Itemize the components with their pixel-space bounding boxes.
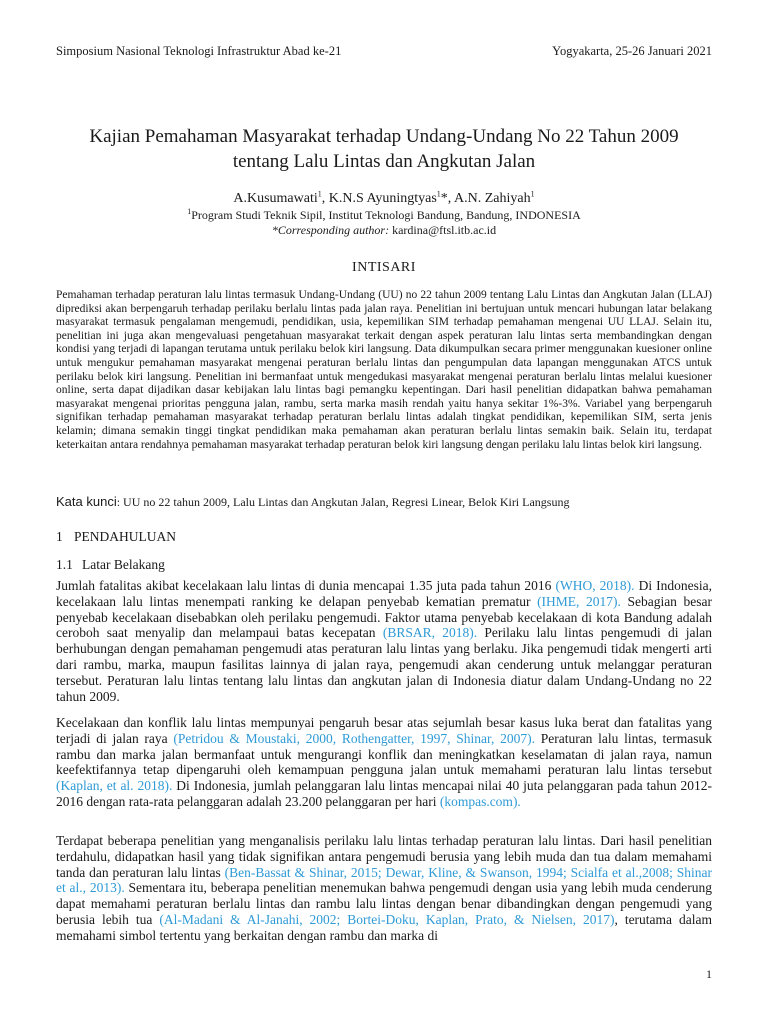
author-1-affiliation-mark: 1	[317, 189, 322, 199]
author-2: , K.N.S Ayuningtyas	[321, 191, 437, 206]
section-title: PENDAHULUAN	[74, 529, 176, 544]
author-3: , A.N. Zahiyah	[447, 191, 531, 206]
affiliation-mark: 1	[187, 207, 192, 216]
body-paragraph-2	[56, 715, 712, 810]
running-header-right: Yogyakarta, 25-26 Januari 2021	[552, 44, 712, 58]
body-paragraph-3	[56, 833, 712, 944]
citation-link[interactable]: (Kaplan, et al. 2018).	[56, 778, 173, 794]
affiliation	[40, 208, 728, 223]
citation-link[interactable]: (Petridou & Moustaki, 2000, Rothengatter, 1997, Shinar, 2007).	[173, 730, 535, 746]
corresponding-author-label: *Corresponding author:	[271, 223, 390, 237]
citation-link[interactable]: (kompas.com).	[439, 793, 521, 809]
author-1: A.Kusumawati	[233, 191, 318, 206]
paragraph-text: Perilaku lalu lintas pengemudi di jalan berhubungan dengan pemahaman pengemudi atas peraturan lalu lintas yang berlaku. Jika pengemudi tidak mengerti arti dari rambu, marka, maupun fasilitas lainnya di jalan raya, pengemudi akan cenderung untuk melanggar peraturan tersebut. Peraturan lalu lintas tentang lalu lintas dan angkutan jalan di Indonesia diatur dalam Undang-Undang no 22 tahun 2009.	[56, 625, 713, 704]
citation-link[interactable]: (WHO, 2018).	[555, 578, 635, 593]
citation-link[interactable]: (BRSAR, 2018).	[382, 625, 478, 641]
paragraph-text: Sementara itu, beberapa penelitian menemukan bahwa pengemudi dengan usia yang lebih muda cenderung dapat memahami peraturan berlalu lintas dan rambu lalu lintas dengan benar dibandingkan dengan pengemudi yang berusia lebih tua	[56, 880, 712, 927]
subsection-number: 1.1	[56, 557, 73, 572]
author-3-affiliation-mark: 1	[530, 189, 535, 199]
paragraph-text: , terutama dalam memahami simbol tertentu yang berkaitan dengan rambu dan marka di	[56, 911, 712, 943]
paragraph-text: Kecelakaan dan konflik lalu lintas mempunyai pengaruh besar atas sejumlah besar kasus luka berat dan fatalitas yang terjadi di jalan raya	[56, 715, 712, 746]
keywords-label: Kata kunci	[56, 494, 117, 509]
section-heading	[56, 529, 176, 545]
page-number: 1	[706, 967, 712, 981]
citation-link[interactable]: (IHME, 2017).	[537, 593, 621, 609]
paper-title-line-1: Kajian Pemahaman Masyarakat terhadap Undang-Undang No 22 Tahun 2009	[89, 126, 679, 147]
paragraph-text: Terdapat beberapa penelitian yang menganalisis perilaku lalu lintas terhadap peraturan lalu lintas. Dari hasil penelitian terdahulu, didapatkan hasil yang tidak signifikan antara pengemudi berusia yang lebih muda dan tua dalam memahami tanda dan peraturan lalu lintas	[56, 833, 712, 880]
corresponding-mark: *	[440, 191, 448, 206]
subsection-title: Latar Belakang	[82, 557, 165, 572]
subsection-heading	[56, 557, 165, 573]
corresponding-author	[40, 223, 728, 238]
paragraph-text: Peraturan lalu lintas, termasuk rambu dan marka jalan bermanfaat untuk mengurangi konflik dan meningkatkan keselamatan di jalan raya, namun keefektifannya tetap dipengaruhi oleh kemampuan pengguna jalan untuk memahami peraturan lalu lintas tersebut	[56, 730, 712, 778]
abstract-heading: INTISARI	[352, 260, 416, 275]
abstract-text: Pemahaman terhadap peraturan lalu lintas termasuk Undang-Undang (UU) no 22 tahun 2009 tentang Lalu Lintas dan Angkutan Jalan (LLAJ) diprediksi akan berpengaruh terhadap perilaku berlalu lintas pada jalan raya. Penelitian ini bertujuan untuk mencari hubungan latar belakang masyarakat termasuk pengalaman mengemudi, pendidikan, usia, kepemilikan SIM terhadap pemahaman mengenai UU LLAJ. Selain itu, penelitian ini juga akan mengevaluasi pengetahuan masyarakat terkait dengan aspek peraturan lalu lintas serta membandingkan dengan kondisi yang terjadi di lapangan terutama untuk perilaku belok kiri langsung. Data dikumpulkan secara primer menggunakan kuesioner online untuk mengukur pemahaman masyarakat mengenai peraturan berlalu lintas dan pengumpulan data lapangan menggunakan ATCS untuk perilaku belok kiri langsung. Penelitian ini bermanfaat untuk mengedukasi masyarakat mengenai peraturan berlalu lintas melalui kuesioner online, serta dapat dijadikan dasar kebijakan lalu lintas bagi pemangku kepentingan. Dari hasil penelitian didapatkan bahwa pemahaman masyarakat mengenai prioritas pengguna jalan, rambu, serta marka masih rendah yaitu hanya sekitar 1%-3%. Variabel yang berpengaruh signifikan terhadap pemahaman masyarakat terhadap peraturan berlalu lintas adalah tingkat pendidikan, kepemilikan SIM, serta jenis kelamin; dimana semakin tinggi tingkat pendidikan maka pemahaman akan peraturan berlalu lintas semakin baik. Selain itu, terdapat keterkaitan antara rendahnya pemahaman masyarakat terhadap peraturan belok kiri langsung dengan perilaku lalu lintas belok kiri langsung.	[56, 289, 712, 451]
running-header-left: Simposium Nasional Teknologi Infrastruktur Abad ke-21	[56, 44, 342, 58]
citation-link[interactable]: (Ben-Bassat & Shinar, 2015; Dewar, Kline, & Swanson, 1994; Scialfa et al.,2008; Shinar et al., 2013).	[56, 864, 713, 896]
author-2-affiliation-mark: 1	[436, 189, 441, 199]
paragraph-text: Di Indonesia, jumlah pelanggaran lalu lintas mencapai nilai 40 juta pelanggaran pada tahun 2012-2016 dengan rata-rata pelanggaran adalah 23.200 pelanggaran per hari	[56, 778, 712, 809]
author-list	[40, 191, 728, 207]
paragraph-text: Sebagian besar penyebab kecelakaan disebabkan oleh perilaku pengemudi. Faktor utama penyebab kecelakaan di kota Bandung adalah ceroboh saat menyalip dan melampaui batas kecepatan	[56, 593, 712, 641]
paragraph-text: Di Indonesia, kecelakaan lalu lintas menempati ranking ke delapan penyebab kematian prematur	[56, 578, 713, 609]
corresponding-author-email: kardina@ftsl.itb.ac.id	[389, 223, 497, 237]
keywords-text: : UU no 22 tahun 2009, Lalu Lintas dan Angkutan Jalan, Regresi Linear, Belok Kiri Langsung	[116, 495, 570, 509]
citation-link[interactable]: (Al-Madani & Al-Janahi, 2002; Bortei-Doku, Kaplan, Prato, & Nielsen, 2017)	[159, 911, 615, 927]
affiliation-text: Program Studi Teknik Sipil, Institut Teknologi Bandung, Bandung, INDONESIA	[191, 208, 581, 222]
paper-title	[40, 124, 728, 174]
keywords	[56, 494, 712, 510]
paper-title-line-2: tentang Lalu Lintas dan Angkutan Jalan	[232, 151, 536, 172]
section-number: 1	[56, 529, 63, 544]
paragraph-text: Jumlah fatalitas akibat kecelakaan lalu lintas di dunia mencapai 1.35 juta pada tahun 2016	[56, 578, 556, 593]
body-paragraph-1	[56, 578, 712, 704]
